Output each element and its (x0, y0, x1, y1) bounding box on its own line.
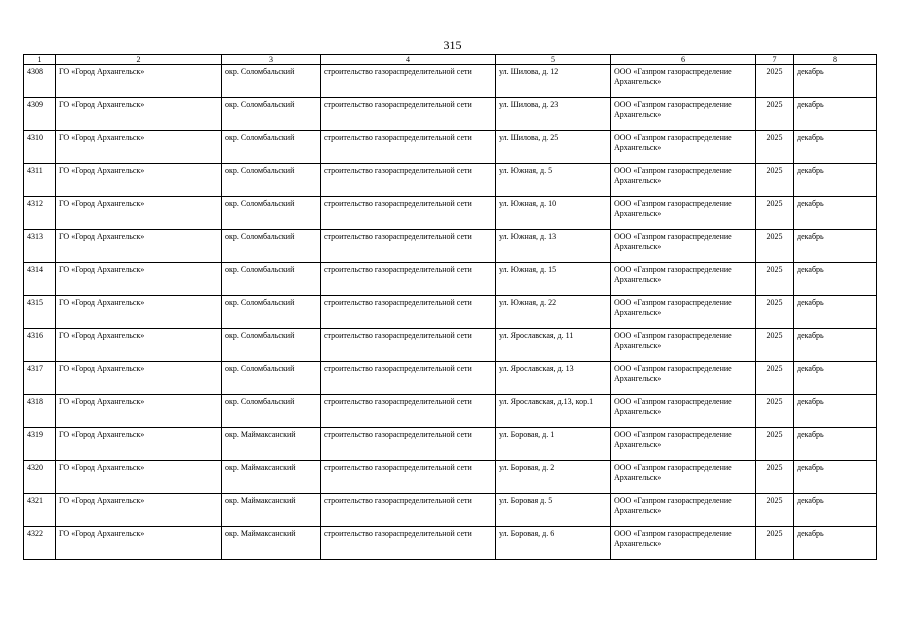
column-header: 3 (222, 55, 321, 65)
year-cell: 2025 (756, 527, 794, 560)
address-cell: ул. Южная, д. 13 (496, 230, 611, 263)
district-cell: окр. Соломбальский (222, 296, 321, 329)
month-cell: декабрь (794, 362, 877, 395)
address-cell: ул. Южная, д. 5 (496, 164, 611, 197)
work-type-cell: строительство газораспределительной сети (321, 461, 496, 494)
row-number-cell: 4311 (24, 164, 56, 197)
table-row (24, 131, 877, 164)
year-cell: 2025 (756, 494, 794, 527)
organization-cell: ООО «Газпром газораспределение Архангельск» (611, 461, 756, 494)
table-row (24, 527, 877, 560)
month-cell: декабрь (794, 197, 877, 230)
year-cell: 2025 (756, 164, 794, 197)
year-cell: 2025 (756, 395, 794, 428)
table-row (24, 461, 877, 494)
column-header: 4 (321, 55, 496, 65)
municipality-cell: ГО «Город Архангельск» (56, 131, 222, 164)
table-row (24, 494, 877, 527)
row-number-cell: 4314 (24, 263, 56, 296)
organization-cell: ООО «Газпром газораспределение Архангельск» (611, 494, 756, 527)
district-cell: окр. Соломбальский (222, 362, 321, 395)
municipality-cell: ГО «Город Архангельск» (56, 461, 222, 494)
address-cell: ул. Шилова, д. 25 (496, 131, 611, 164)
year-cell: 2025 (756, 461, 794, 494)
row-number-cell: 4317 (24, 362, 56, 395)
month-cell: декабрь (794, 428, 877, 461)
year-cell: 2025 (756, 197, 794, 230)
month-cell: декабрь (794, 98, 877, 131)
row-number-cell: 4313 (24, 230, 56, 263)
district-cell: окр. Соломбальский (222, 98, 321, 131)
work-type-cell: строительство газораспределительной сети (321, 164, 496, 197)
organization-cell: ООО «Газпром газораспределение Архангельск» (611, 428, 756, 461)
organization-cell: ООО «Газпром газораспределение Архангельск» (611, 65, 756, 98)
organization-cell: ООО «Газпром газораспределение Архангельск» (611, 296, 756, 329)
district-cell: окр. Соломбальский (222, 329, 321, 362)
district-cell: окр. Маймаксанский (222, 428, 321, 461)
table-row (24, 98, 877, 131)
organization-cell: ООО «Газпром газораспределение Архангельск» (611, 164, 756, 197)
table-row (24, 395, 877, 428)
month-cell: декабрь (794, 230, 877, 263)
row-number-cell: 4318 (24, 395, 56, 428)
municipality-cell: ГО «Город Архангельск» (56, 65, 222, 98)
organization-cell: ООО «Газпром газораспределение Архангельск» (611, 395, 756, 428)
month-cell: декабрь (794, 65, 877, 98)
table-row (24, 230, 877, 263)
month-cell: декабрь (794, 263, 877, 296)
column-number-row (24, 55, 877, 65)
organization-cell: ООО «Газпром газораспределение Архангельск» (611, 131, 756, 164)
work-type-cell: строительство газораспределительной сети (321, 428, 496, 461)
address-cell: ул. Ярославская, д.13, кор.1 (496, 395, 611, 428)
table-row (24, 362, 877, 395)
row-number-cell: 4312 (24, 197, 56, 230)
row-number-cell: 4309 (24, 98, 56, 131)
row-number-cell: 4308 (24, 65, 56, 98)
row-number-cell: 4321 (24, 494, 56, 527)
organization-cell: ООО «Газпром газораспределение Архангельск» (611, 98, 756, 131)
work-type-cell: строительство газораспределительной сети (321, 329, 496, 362)
work-type-cell: строительство газораспределительной сети (321, 263, 496, 296)
column-header: 1 (24, 55, 56, 65)
municipality-cell: ГО «Город Архангельск» (56, 98, 222, 131)
month-cell: декабрь (794, 164, 877, 197)
address-cell: ул. Южная, д. 15 (496, 263, 611, 296)
year-cell: 2025 (756, 263, 794, 296)
address-cell: ул. Шилова, д. 12 (496, 65, 611, 98)
row-number-cell: 4310 (24, 131, 56, 164)
table-row (24, 296, 877, 329)
page-number: 315 (443, 38, 462, 52)
year-cell: 2025 (756, 230, 794, 263)
column-header: 2 (56, 55, 222, 65)
address-cell: ул. Шилова, д. 23 (496, 98, 611, 131)
district-cell: окр. Соломбальский (222, 395, 321, 428)
organization-cell: ООО «Газпром газораспределение Архангельск» (611, 527, 756, 560)
month-cell: декабрь (794, 395, 877, 428)
address-cell: ул. Боровая д. 5 (496, 494, 611, 527)
year-cell: 2025 (756, 98, 794, 131)
month-cell: декабрь (794, 494, 877, 527)
table-row (24, 65, 877, 98)
municipality-cell: ГО «Город Архангельск» (56, 527, 222, 560)
registry-table (23, 54, 877, 560)
year-cell: 2025 (756, 362, 794, 395)
organization-cell: ООО «Газпром газораспределение Архангельск» (611, 329, 756, 362)
district-cell: окр. Маймаксанский (222, 461, 321, 494)
address-cell: ул. Боровая, д. 2 (496, 461, 611, 494)
table-body (24, 65, 877, 560)
row-number-cell: 4315 (24, 296, 56, 329)
municipality-cell: ГО «Город Архангельск» (56, 362, 222, 395)
work-type-cell: строительство газораспределительной сети (321, 494, 496, 527)
work-type-cell: строительство газораспределительной сети (321, 362, 496, 395)
address-cell: ул. Боровая, д. 1 (496, 428, 611, 461)
district-cell: окр. Маймаксанский (222, 527, 321, 560)
row-number-cell: 4316 (24, 329, 56, 362)
municipality-cell: ГО «Город Архангельск» (56, 230, 222, 263)
municipality-cell: ГО «Город Архангельск» (56, 395, 222, 428)
column-header: 8 (794, 55, 877, 65)
month-cell: декабрь (794, 131, 877, 164)
district-cell: окр. Соломбальский (222, 230, 321, 263)
organization-cell: ООО «Газпром газораспределение Архангельск» (611, 263, 756, 296)
municipality-cell: ГО «Город Архангельск» (56, 329, 222, 362)
table-row (24, 428, 877, 461)
municipality-cell: ГО «Город Архангельск» (56, 263, 222, 296)
table-row (24, 197, 877, 230)
work-type-cell: строительство газораспределительной сети (321, 131, 496, 164)
organization-cell: ООО «Газпром газораспределение Архангельск» (611, 362, 756, 395)
row-number-cell: 4322 (24, 527, 56, 560)
district-cell: окр. Соломбальский (222, 164, 321, 197)
column-header: 7 (756, 55, 794, 65)
month-cell: декабрь (794, 296, 877, 329)
organization-cell: ООО «Газпром газораспределение Архангельск» (611, 197, 756, 230)
organization-cell: ООО «Газпром газораспределение Архангельск» (611, 230, 756, 263)
month-cell: декабрь (794, 461, 877, 494)
year-cell: 2025 (756, 428, 794, 461)
district-cell: окр. Соломбальский (222, 197, 321, 230)
municipality-cell: ГО «Город Архангельск» (56, 296, 222, 329)
address-cell: ул. Боровая, д. 6 (496, 527, 611, 560)
municipality-cell: ГО «Город Архангельск» (56, 428, 222, 461)
work-type-cell: строительство газораспределительной сети (321, 296, 496, 329)
year-cell: 2025 (756, 65, 794, 98)
year-cell: 2025 (756, 131, 794, 164)
column-header: 6 (611, 55, 756, 65)
work-type-cell: строительство газораспределительной сети (321, 65, 496, 98)
district-cell: окр. Маймаксанский (222, 494, 321, 527)
work-type-cell: строительство газораспределительной сети (321, 98, 496, 131)
year-cell: 2025 (756, 329, 794, 362)
municipality-cell: ГО «Город Архангельск» (56, 164, 222, 197)
district-cell: окр. Соломбальский (222, 263, 321, 296)
address-cell: ул. Ярославская, д. 11 (496, 329, 611, 362)
municipality-cell: ГО «Город Архангельск» (56, 197, 222, 230)
month-cell: декабрь (794, 527, 877, 560)
district-cell: окр. Соломбальский (222, 131, 321, 164)
table-row (24, 164, 877, 197)
row-number-cell: 4320 (24, 461, 56, 494)
month-cell: декабрь (794, 329, 877, 362)
year-cell: 2025 (756, 296, 794, 329)
address-cell: ул. Южная, д. 22 (496, 296, 611, 329)
work-type-cell: строительство газораспределительной сети (321, 230, 496, 263)
work-type-cell: строительство газораспределительной сети (321, 197, 496, 230)
table-row (24, 263, 877, 296)
table-row (24, 329, 877, 362)
address-cell: ул. Ярославская, д. 13 (496, 362, 611, 395)
address-cell: ул. Южная, д. 10 (496, 197, 611, 230)
district-cell: окр. Соломбальский (222, 65, 321, 98)
row-number-cell: 4319 (24, 428, 56, 461)
work-type-cell: строительство газораспределительной сети (321, 527, 496, 560)
municipality-cell: ГО «Город Архангельск» (56, 494, 222, 527)
column-header: 5 (496, 55, 611, 65)
work-type-cell: строительство газораспределительной сети (321, 395, 496, 428)
